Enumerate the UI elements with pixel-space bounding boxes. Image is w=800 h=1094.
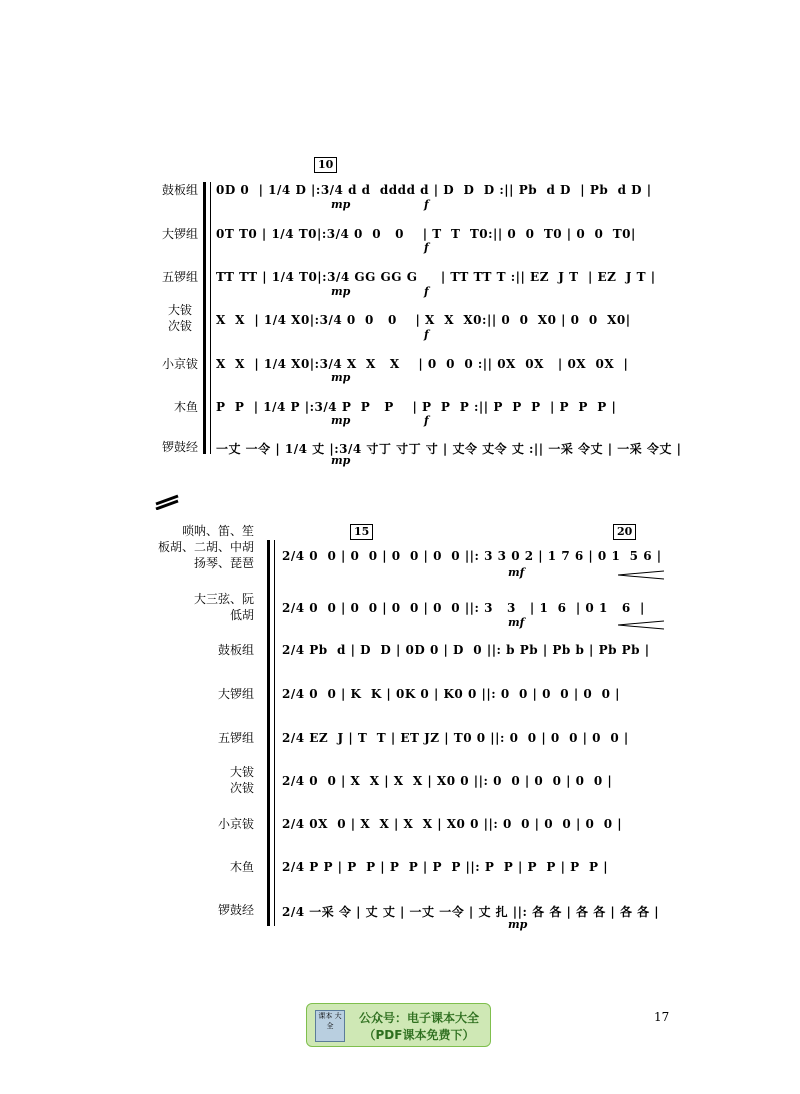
system2-dynamic: mf	[508, 566, 525, 579]
system2-rehearsal-mark-20: 20	[613, 524, 636, 540]
label-guban: 鼓板组	[161, 183, 198, 197]
system2-row-xiaojingbo: 2/4 0X 0 | X X | X X | X0 0 ||: 0 0 | 0 0 | 0 0 |	[282, 817, 623, 831]
label-suona: 唢呐、笛、笙	[181, 524, 254, 538]
crescendo-hairpin-icon	[618, 570, 664, 580]
watermark-line-2: （PDF课本免费下）	[363, 1028, 475, 1042]
system2-rehearsal-mark-15: 15	[350, 524, 373, 540]
system1-dynamic: f	[424, 241, 429, 254]
system2-row-dabo-cibo: 2/4 0 0 | X X | X X | X0 0 ||: 0 0 | 0 0 | 0 0 |	[282, 774, 613, 788]
label-banhu: 板胡、二胡、中胡	[157, 540, 254, 554]
system1-row-xiaojingbo: X X | 1/4 X0|:3/4 X X X | 0 0 0 :|| 0X 0X | 0X 0X |	[216, 357, 629, 371]
watermark-banner	[306, 1003, 491, 1047]
label-cibo-2: 次钹	[229, 781, 254, 795]
label-dihu: 低胡	[229, 608, 254, 622]
label-muyu-2: 木鱼	[229, 860, 254, 874]
system2-dynamic: mf	[508, 616, 525, 629]
label-daluo: 大锣组	[161, 227, 198, 241]
label-guban-2: 鼓板组	[217, 643, 254, 657]
page-number: 17	[654, 1010, 670, 1024]
system2-row-guban: 2/4 Pb d | D D | 0D 0 | D 0 ||: b Pb | Pb b | Pb Pb |	[282, 643, 650, 657]
label-muyu: 木鱼	[173, 400, 198, 414]
system1-row-dabo-cibo: X X | 1/4 X0|:3/4 0 0 0 | X X X0:|| 0 0 X0 | 0 0 X0|	[216, 313, 631, 327]
label-cibo: 次钹	[167, 319, 192, 333]
label-dasanxian: 大三弦、阮	[193, 592, 254, 606]
system1-bracket	[203, 182, 206, 454]
system2-row-low-strings: 2/4 0 0 | 0 0 | 0 0 | 0 0 ||: 3 3 | 1 6 | 0 1 6 |	[282, 601, 645, 615]
system1-row-luogujing: 一丈 一令 | 1/4 丈 |:3/4 寸丁 寸丁 寸 | 丈令 丈令 丈 :|| 一采 令丈 | 一采 令丈 |	[216, 442, 682, 456]
system2-row-wuluo: 2/4 EZ J | T T | ET JZ | T0 0 ||: 0 0 | 0 0 | 0 0 |	[282, 731, 629, 745]
system1-dynamic: mp	[331, 454, 351, 467]
system2-row-muyu: 2/4 P P | P P | P P | P P ||: P P | P P | P P |	[282, 860, 609, 874]
crescendo-hairpin-icon	[618, 620, 664, 630]
system2-bracket	[267, 540, 270, 926]
system1-dynamic: f	[424, 198, 429, 211]
system1-rehearsal-mark: 10	[314, 157, 337, 173]
label-dabo-2: 大钹	[229, 765, 254, 779]
system2-dynamic: mp	[508, 918, 528, 931]
label-xiaojingbo-2: 小京钹	[217, 817, 254, 831]
system1-dynamic: mp	[331, 371, 351, 384]
label-luogujing: 锣鼓经	[161, 440, 198, 454]
label-dabo: 大钹	[167, 303, 192, 317]
label-xiaojingbo: 小京钹	[161, 357, 198, 371]
system2-row-luogujing: 2/4 一采 令 | 丈 丈 | 一丈 一令 | 丈 扎 ||: 各 各 | 各 各 | 各 各 |	[282, 905, 660, 919]
label-wuluo: 五锣组	[161, 270, 198, 284]
system1-row-muyu: P P | 1/4 P |:3/4 P P P | P P P :|| P P P | P P P |	[216, 400, 617, 414]
watermark-line-1: 公众号：电子课本大全	[358, 1011, 479, 1025]
system1-dynamic: mp	[331, 198, 351, 211]
system1-dynamic: mp	[331, 285, 351, 298]
system1-dynamic: f	[424, 285, 429, 298]
label-wuluo-2: 五锣组	[217, 731, 254, 745]
label-daluo-2: 大锣组	[217, 687, 254, 701]
book-icon: 课本 大全	[315, 1010, 345, 1042]
system-separator-icon	[155, 494, 179, 510]
system1-row-daluo: 0T T0 | 1/4 T0|:3/4 0 0 0 | T T T0:|| 0 0 T0 | 0 0 T0|	[216, 227, 636, 241]
system2-left-barline	[274, 540, 275, 926]
label-luogujing-2: 锣鼓经	[217, 903, 254, 917]
system1-dynamic: f	[424, 414, 429, 427]
system1-row-guban: 0D 0 | 1/4 D |:3/4 d d dddd d | D D D :|| Pb d D | Pb d D |	[216, 183, 652, 197]
system1-left-barline	[210, 182, 211, 454]
label-yangqin: 扬琴、琵琶	[193, 556, 254, 570]
system2-row-daluo: 2/4 0 0 | K K | 0K 0 | K0 0 ||: 0 0 | 0 0 | 0 0 |	[282, 687, 620, 701]
system1-dynamic: f	[424, 328, 429, 341]
system2-row-winds: 2/4 0 0 | 0 0 | 0 0 | 0 0 ||: 3 3 0 2 | 1 7 6 | 0 1 5 6 |	[282, 549, 662, 563]
system1-row-wuluo: TT TT | 1/4 T0|:3/4 GG GG G | TT TT T :|| EZ J T | EZ J T |	[216, 270, 656, 284]
system1-dynamic: mp	[331, 414, 351, 427]
